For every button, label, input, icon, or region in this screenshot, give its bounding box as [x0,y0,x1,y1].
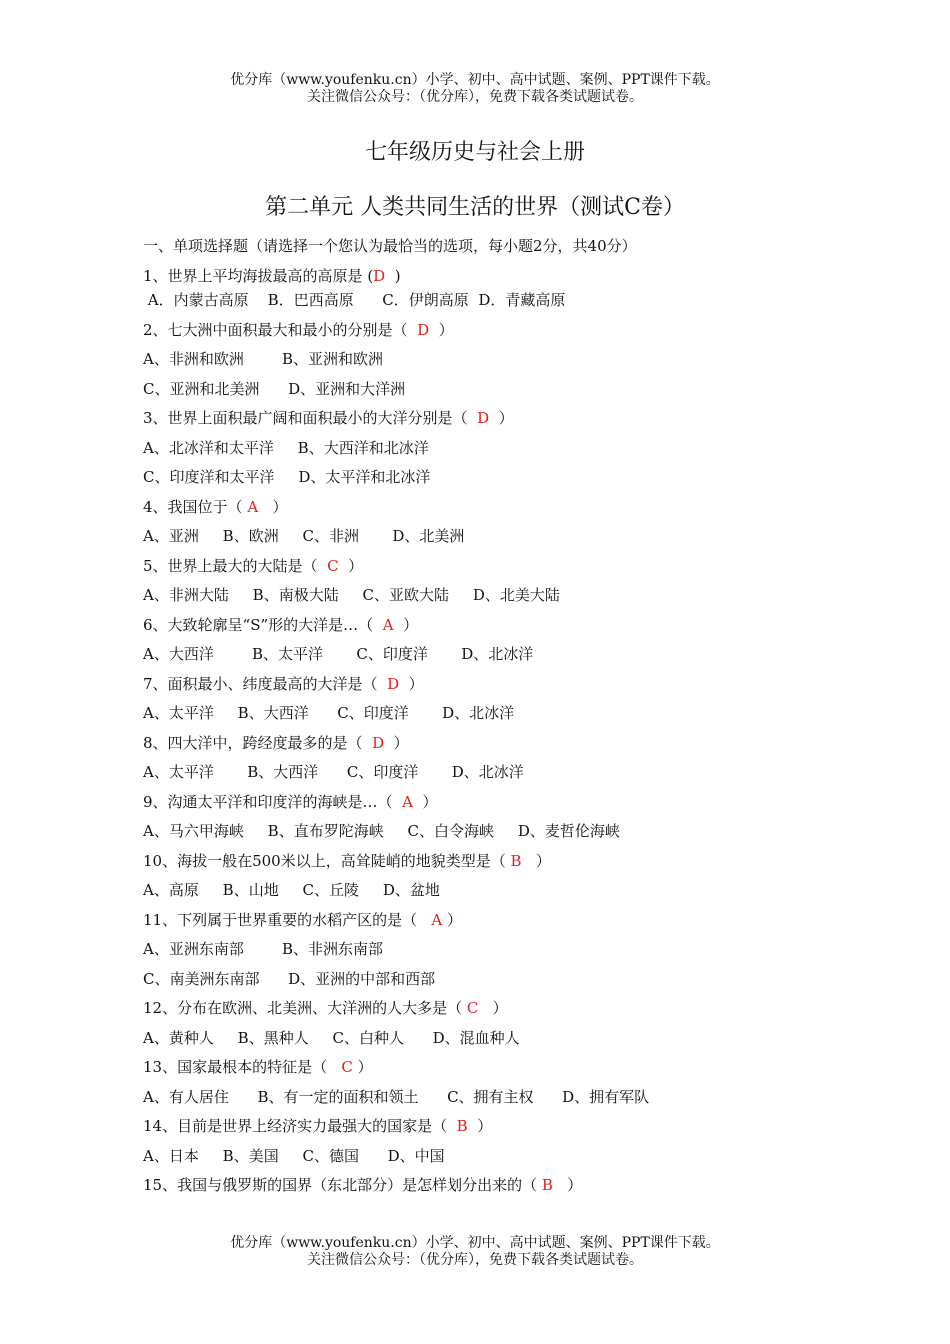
question-text: 4、我国位于（ [143,497,248,516]
question-bracket-close: ) [385,267,401,285]
question-options: A、黄种人 B、黑种人 C、白种人 D、混血种人 [143,1028,520,1047]
question-text: 1、世界上平均海拔最高的高原是 ( [143,267,374,285]
question-text: 11、下列属于世界重要的水稻产区的是（ [143,910,432,929]
answer-mark: D [372,733,385,752]
answer-mark: B [541,1176,553,1194]
page-footer [0,1235,950,1269]
question-bracket-close: ） [393,615,419,634]
question-stem [143,266,863,286]
question-options: A、非洲和欧洲 B、亚洲和欧洲 [143,350,384,368]
question-options: A、非洲大陆 B、南极大陆 C、亚欧大陆 D、北美大陆 [143,586,560,604]
answer-mark: D [387,674,400,693]
question-options: A、大西洋 B、太平洋 C、印度洋 D、北冰洋 [143,645,534,663]
question-bracket-close: ） [338,556,364,575]
question-bracket-close: ） [467,1117,493,1135]
answer-mark: A [382,615,394,634]
question-text: 6、大致轮廓呈“S”形的大洋是…（ [143,615,383,634]
answer-mark: D [373,267,386,285]
section-heading: 一、单项选择题（请选择一个您认为最恰当的选项，每小题2分，共40分） [143,237,637,255]
question-text: 15、我国与俄罗斯的国界（东北部分）是怎样划分出来的（ [143,1176,542,1194]
question-options: A、有人居住 B、有一定的面积和领土 C、拥有主权 D、拥有军队 [143,1087,650,1106]
question-options: A、亚洲 B、欧洲 C、非洲 D、北美洲 [143,527,465,545]
header-line-2: 关注微信公众号：（优分库），免费下载各类试题试卷。 [307,89,643,105]
question-text: 12、分布在欧洲、北美洲、大洋洲的人大多是（ [143,999,467,1017]
question-list [143,236,863,1195]
answer-mark: B [456,1117,468,1135]
question-stem [143,1175,863,1195]
question-stem [143,320,863,340]
question-stem [143,998,863,1018]
answer-mark: A [431,910,443,929]
question-text: 8、四大洋中，跨经度最多的是（ [143,733,373,752]
answer-mark: A [247,497,259,516]
question-bracket-close: ） [352,1058,373,1076]
document-title: 七年级历史与社会上册 [364,140,585,165]
question-options: C、南美洲东南部 D、亚洲的中部和西部 [143,969,436,988]
question-text: 13、国家最根本的特征是（ [143,1058,342,1076]
question-bracket-close: ） [521,851,551,870]
question-options: A、日本 B、美国 C、德国 D、中国 [143,1146,445,1165]
question-options: A、高原 B、山地 C、丘陵 D、盆地 [143,881,440,899]
question-stem [143,1057,863,1077]
page-header [0,72,950,106]
question-stem [143,792,863,812]
footer-line-2: 关注微信公众号：（优分库），免费下载各类试题试卷。 [307,1252,643,1268]
question-text: 2、七大洲中面积最大和最小的分别是（ [143,320,418,339]
question-bracket-close: ） [412,792,438,811]
header-line-1: 优分库（www.youfenku.cn）小学、初中、高中试题、案例、PPT课件下载。 [230,72,720,88]
question-bracket-close: ） [399,674,424,693]
answer-mark: D [417,320,430,339]
question-bracket-close: ） [258,497,288,516]
question-options: A、太平洋 B、大西洋 C、印度洋 D、北冰洋 [143,763,524,781]
question-stem [143,674,863,694]
question-options: C、印度洋和太平洋 D、太平洋和北冰洋 [143,468,431,486]
answer-mark: C [466,999,479,1017]
question-options: A、北冰洋和太平洋 B、大西洋和北冰洋 [143,438,429,457]
document-subtitle: 第二单元 人类共同生活的世界（测试C卷） [265,195,685,220]
question-bracket-close: ） [489,409,514,427]
question-stem [143,497,863,517]
question-text: 5、世界上最大的大陆是（ [143,556,328,575]
question-options: A、亚洲东南部 B、非洲东南部 [143,940,384,958]
answer-mark: C [341,1058,353,1076]
question-bracket-close: ） [478,999,508,1017]
question-stem [143,1116,863,1136]
question-stem [143,910,863,930]
answer-mark: D [477,409,490,427]
question-options: C、亚洲和北美洲 D、亚洲和大洋洲 [143,379,406,398]
question-stem [143,851,863,871]
question-text: 9、沟通太平洋和印度洋的海峡是…（ [143,792,403,811]
question-bracket-close: ） [552,1176,583,1194]
answer-mark: A [402,792,413,811]
question-bracket-close: ） [442,910,463,929]
question-options: A、太平洋 B、大西洋 C、印度洋 D、北冰洋 [143,704,515,722]
answer-mark: B [510,851,522,870]
question-bracket-close: ） [429,320,454,339]
answer-mark: C [327,556,339,575]
question-stem [143,615,863,635]
question-stem [143,556,863,576]
question-text: 7、面积最小、纬度最高的大洋是（ [143,674,388,693]
question-options: A、马六甲海峡 B、直布罗陀海峡 C、白令海峡 D、麦哲伦海峡 [143,822,620,840]
question-stem [143,408,863,428]
question-text: 14、目前是世界上经济实力最强大的国家是（ [143,1117,457,1135]
question-stem [143,733,863,753]
question-options: A．内蒙古高原 B．巴西高原 C．伊朗高原 D．青藏高原 [143,291,566,309]
footer-line-1: 优分库（www.youfenku.cn）小学、初中、高中试题、案例、PPT课件下载。 [230,1235,720,1251]
question-text: 3、世界上面积最广阔和面积最小的大洋分别是（ [143,409,478,427]
question-bracket-close: ） [384,733,409,752]
question-text: 10、海拔一般在500米以上，高耸陡峭的地貌类型是（ [143,851,511,870]
